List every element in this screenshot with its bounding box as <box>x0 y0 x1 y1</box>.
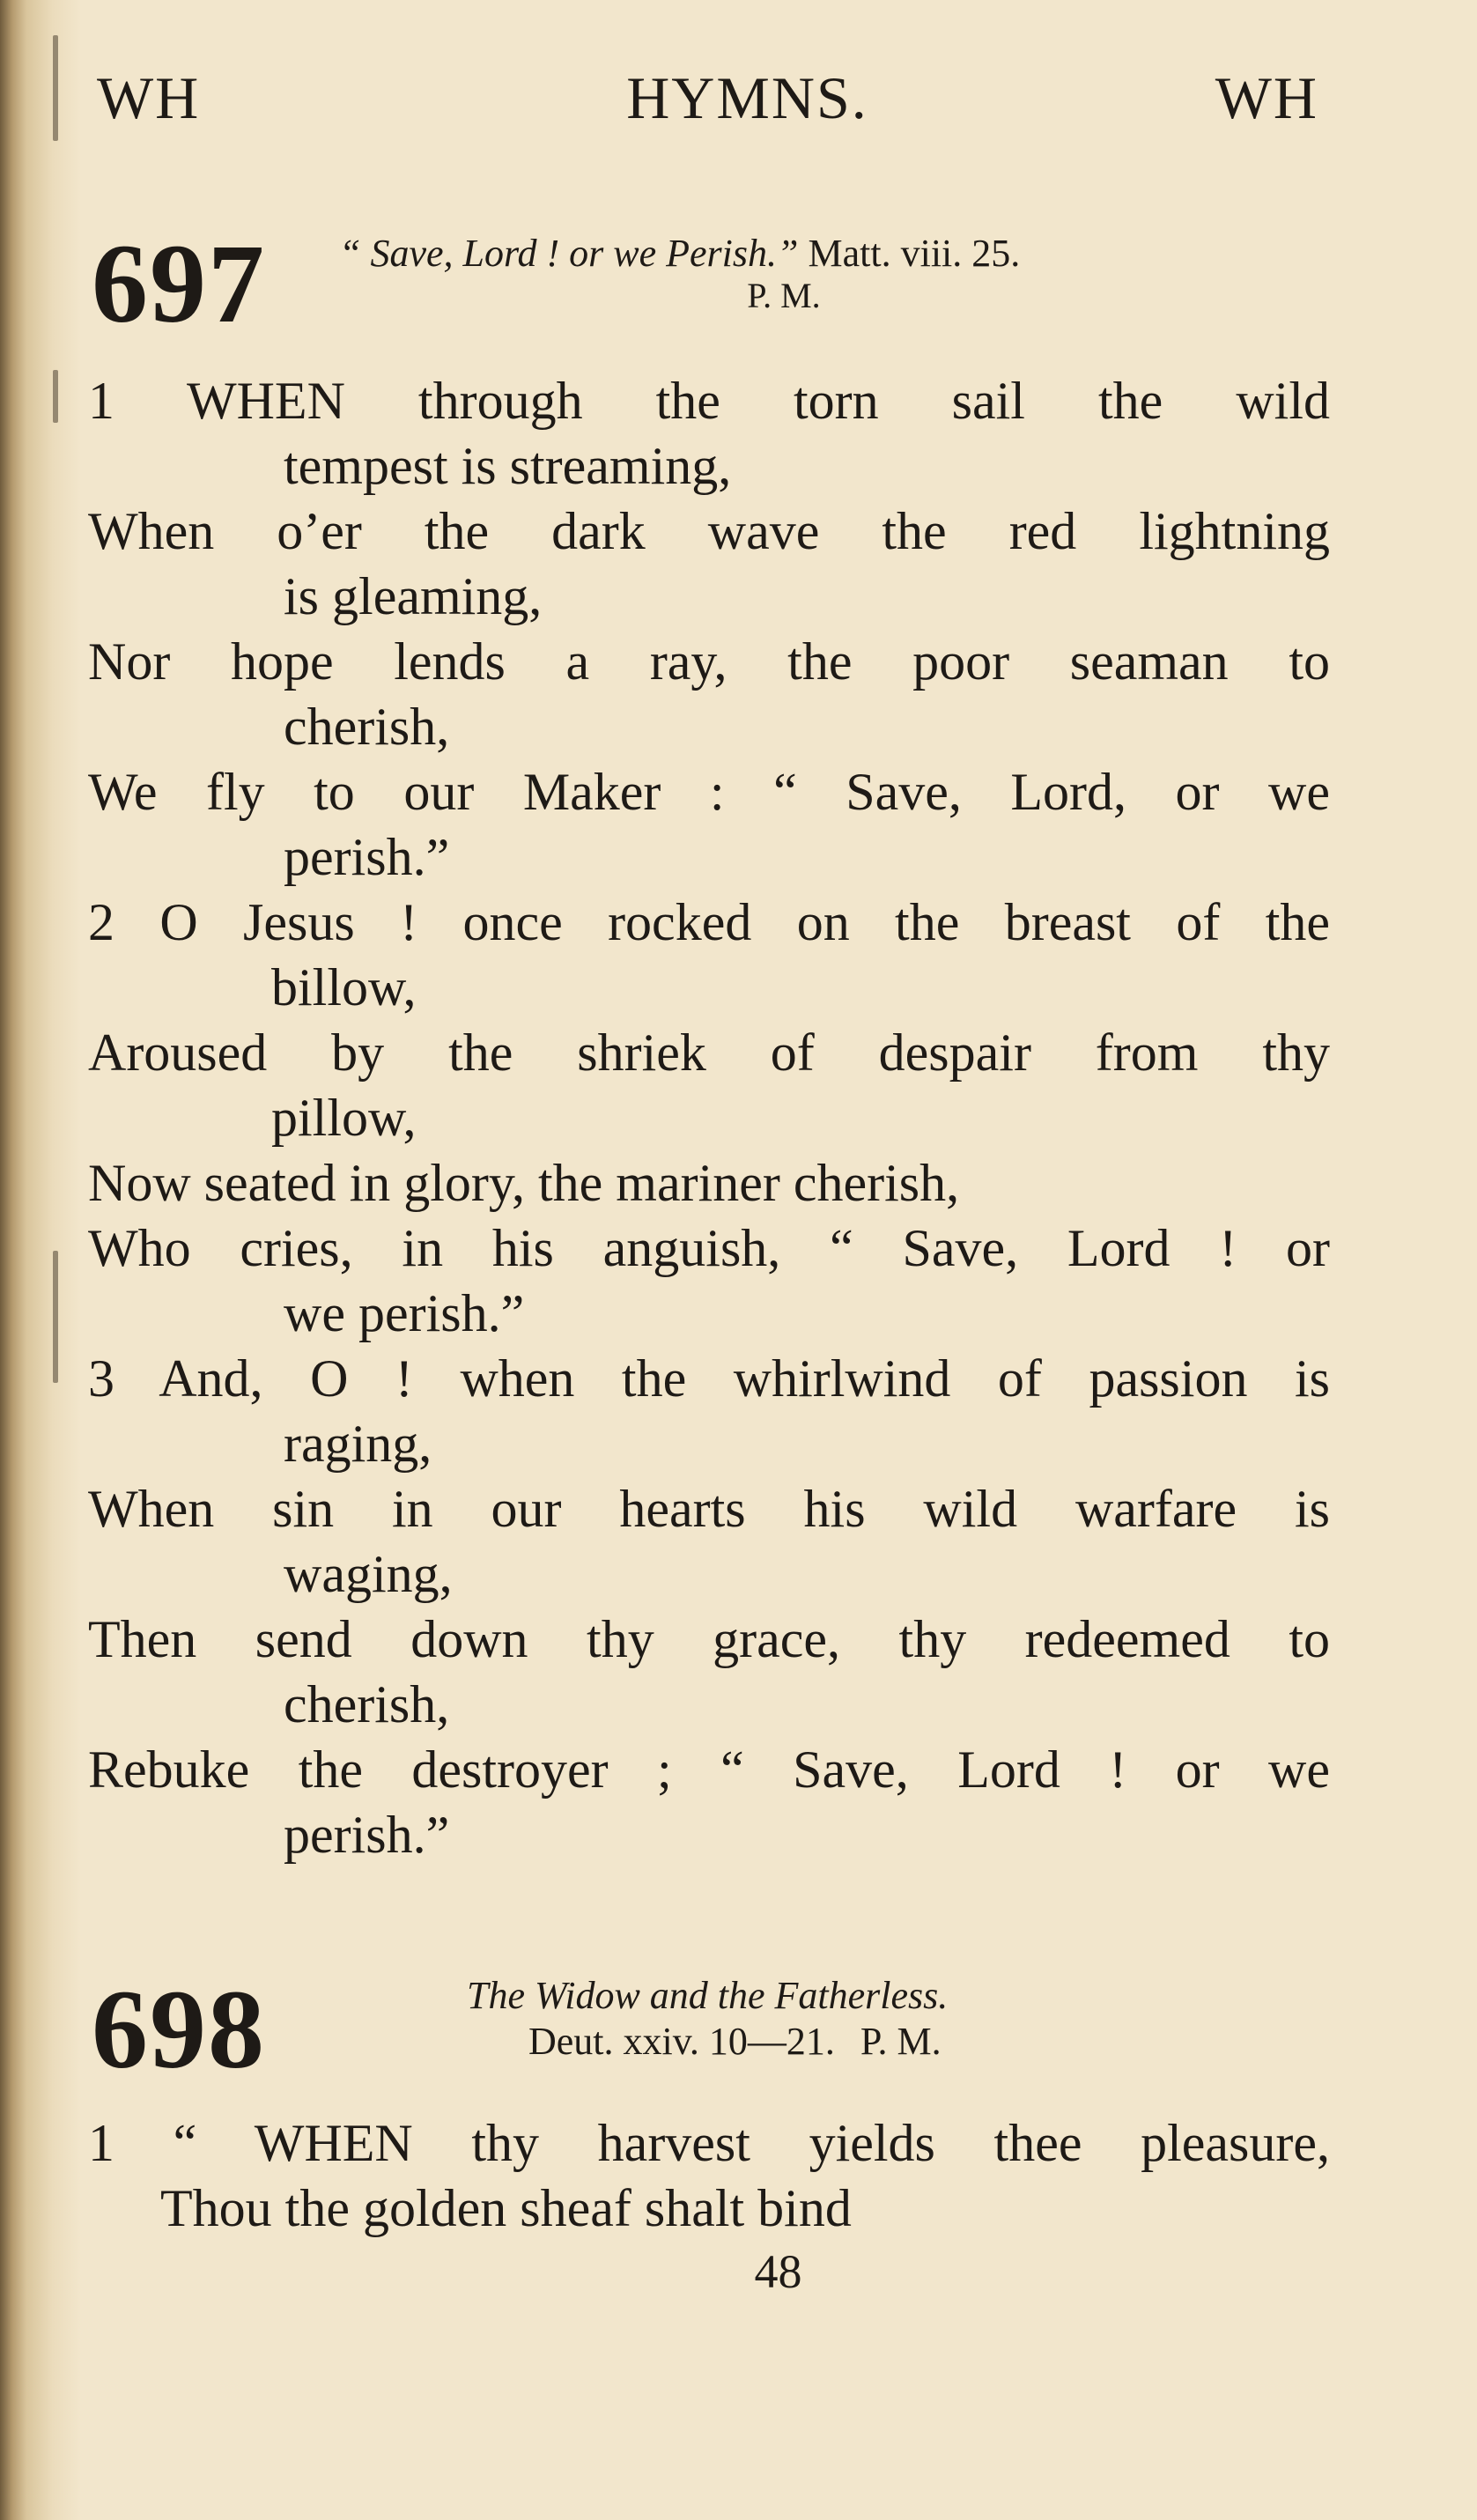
verse-line: 1 WHEN through the torn sail the wild <box>88 372 1330 430</box>
binding-mark <box>53 370 58 423</box>
hymn-title-text: The Widow and the Fatherless. <box>467 1974 949 2017</box>
binding-mark <box>53 1251 58 1383</box>
hymn-reference: Deut. xxiv. 10—21. <box>528 2020 835 2063</box>
hymn-number: 697 <box>92 221 266 346</box>
hymn-number: 698 <box>92 1967 266 2092</box>
verse-line: cherish, <box>284 1675 450 1733</box>
verse-line: 3 And, O ! when the whirlwind of passion is <box>88 1349 1330 1408</box>
verse-line: Rebuke the destroyer ; “ Save, Lord ! or we <box>88 1740 1330 1799</box>
verse-line: 2 O Jesus ! once rocked on the breast of the <box>88 893 1330 951</box>
hymn-title <box>339 231 1020 277</box>
stanza <box>88 2110 1330 2241</box>
verse-line: cherish, <box>284 698 450 756</box>
running-header-right: WH <box>1215 64 1318 131</box>
hymn-reference: Matt. viii. 25. <box>808 232 1021 275</box>
verse-line: waging, <box>284 1545 453 1603</box>
stanza <box>88 890 1330 1346</box>
verse-line: tempest is streaming, <box>284 437 732 495</box>
running-header-left: WH <box>97 64 201 131</box>
verse-line: billow, <box>271 958 417 1016</box>
verse-line: 1 “ WHEN thy harvest yields thee pleasure, <box>88 2114 1330 2172</box>
verse-line: Thou the golden sheaf shalt bind <box>160 2179 852 2237</box>
stanza <box>88 1346 1330 1867</box>
page-number: 48 <box>754 2245 802 2298</box>
stanza <box>88 368 1330 890</box>
hymn-697-stanzas <box>88 368 1330 1867</box>
page-binding-edge <box>0 0 81 2520</box>
hymn-title-text: “ Save, Lord ! or we Perish.” <box>339 232 799 275</box>
hymn-698-stanzas <box>88 2110 1330 2241</box>
hymn-reference-line <box>528 2019 942 2066</box>
verse-line: Nor hope lends a ray, the poor seaman to <box>88 632 1330 691</box>
hymn-meter: P. M. <box>747 276 821 315</box>
verse-line: perish.” <box>284 1806 450 1864</box>
hymn-title <box>467 1973 948 2020</box>
verse-line: When sin in our hearts his wild warfare is <box>88 1480 1330 1538</box>
verse-line: We fly to our Maker : “ Save, Lord, or we <box>88 763 1330 821</box>
verse-line: we perish.” <box>284 1284 525 1342</box>
verse-line: When o’er the dark wave the red lightning <box>88 502 1330 560</box>
verse-line: pillow, <box>271 1089 417 1147</box>
verse-line: Aroused by the shriek of despair from thy <box>88 1024 1330 1082</box>
verse-line: perish.” <box>284 828 450 886</box>
hymn-meter: P. M. <box>860 2020 942 2063</box>
verse-line: Who cries, in his anguish, “ Save, Lord ! or <box>88 1219 1330 1277</box>
running-header-title: HYMNS. <box>626 64 868 131</box>
verse-line: is gleaming, <box>284 567 543 625</box>
verse-line: Now seated in glory, the mariner cherish, <box>88 1154 960 1212</box>
verse-line: raging, <box>284 1415 432 1473</box>
verse-line: Then send down thy grace, thy redeemed to <box>88 1610 1330 1668</box>
